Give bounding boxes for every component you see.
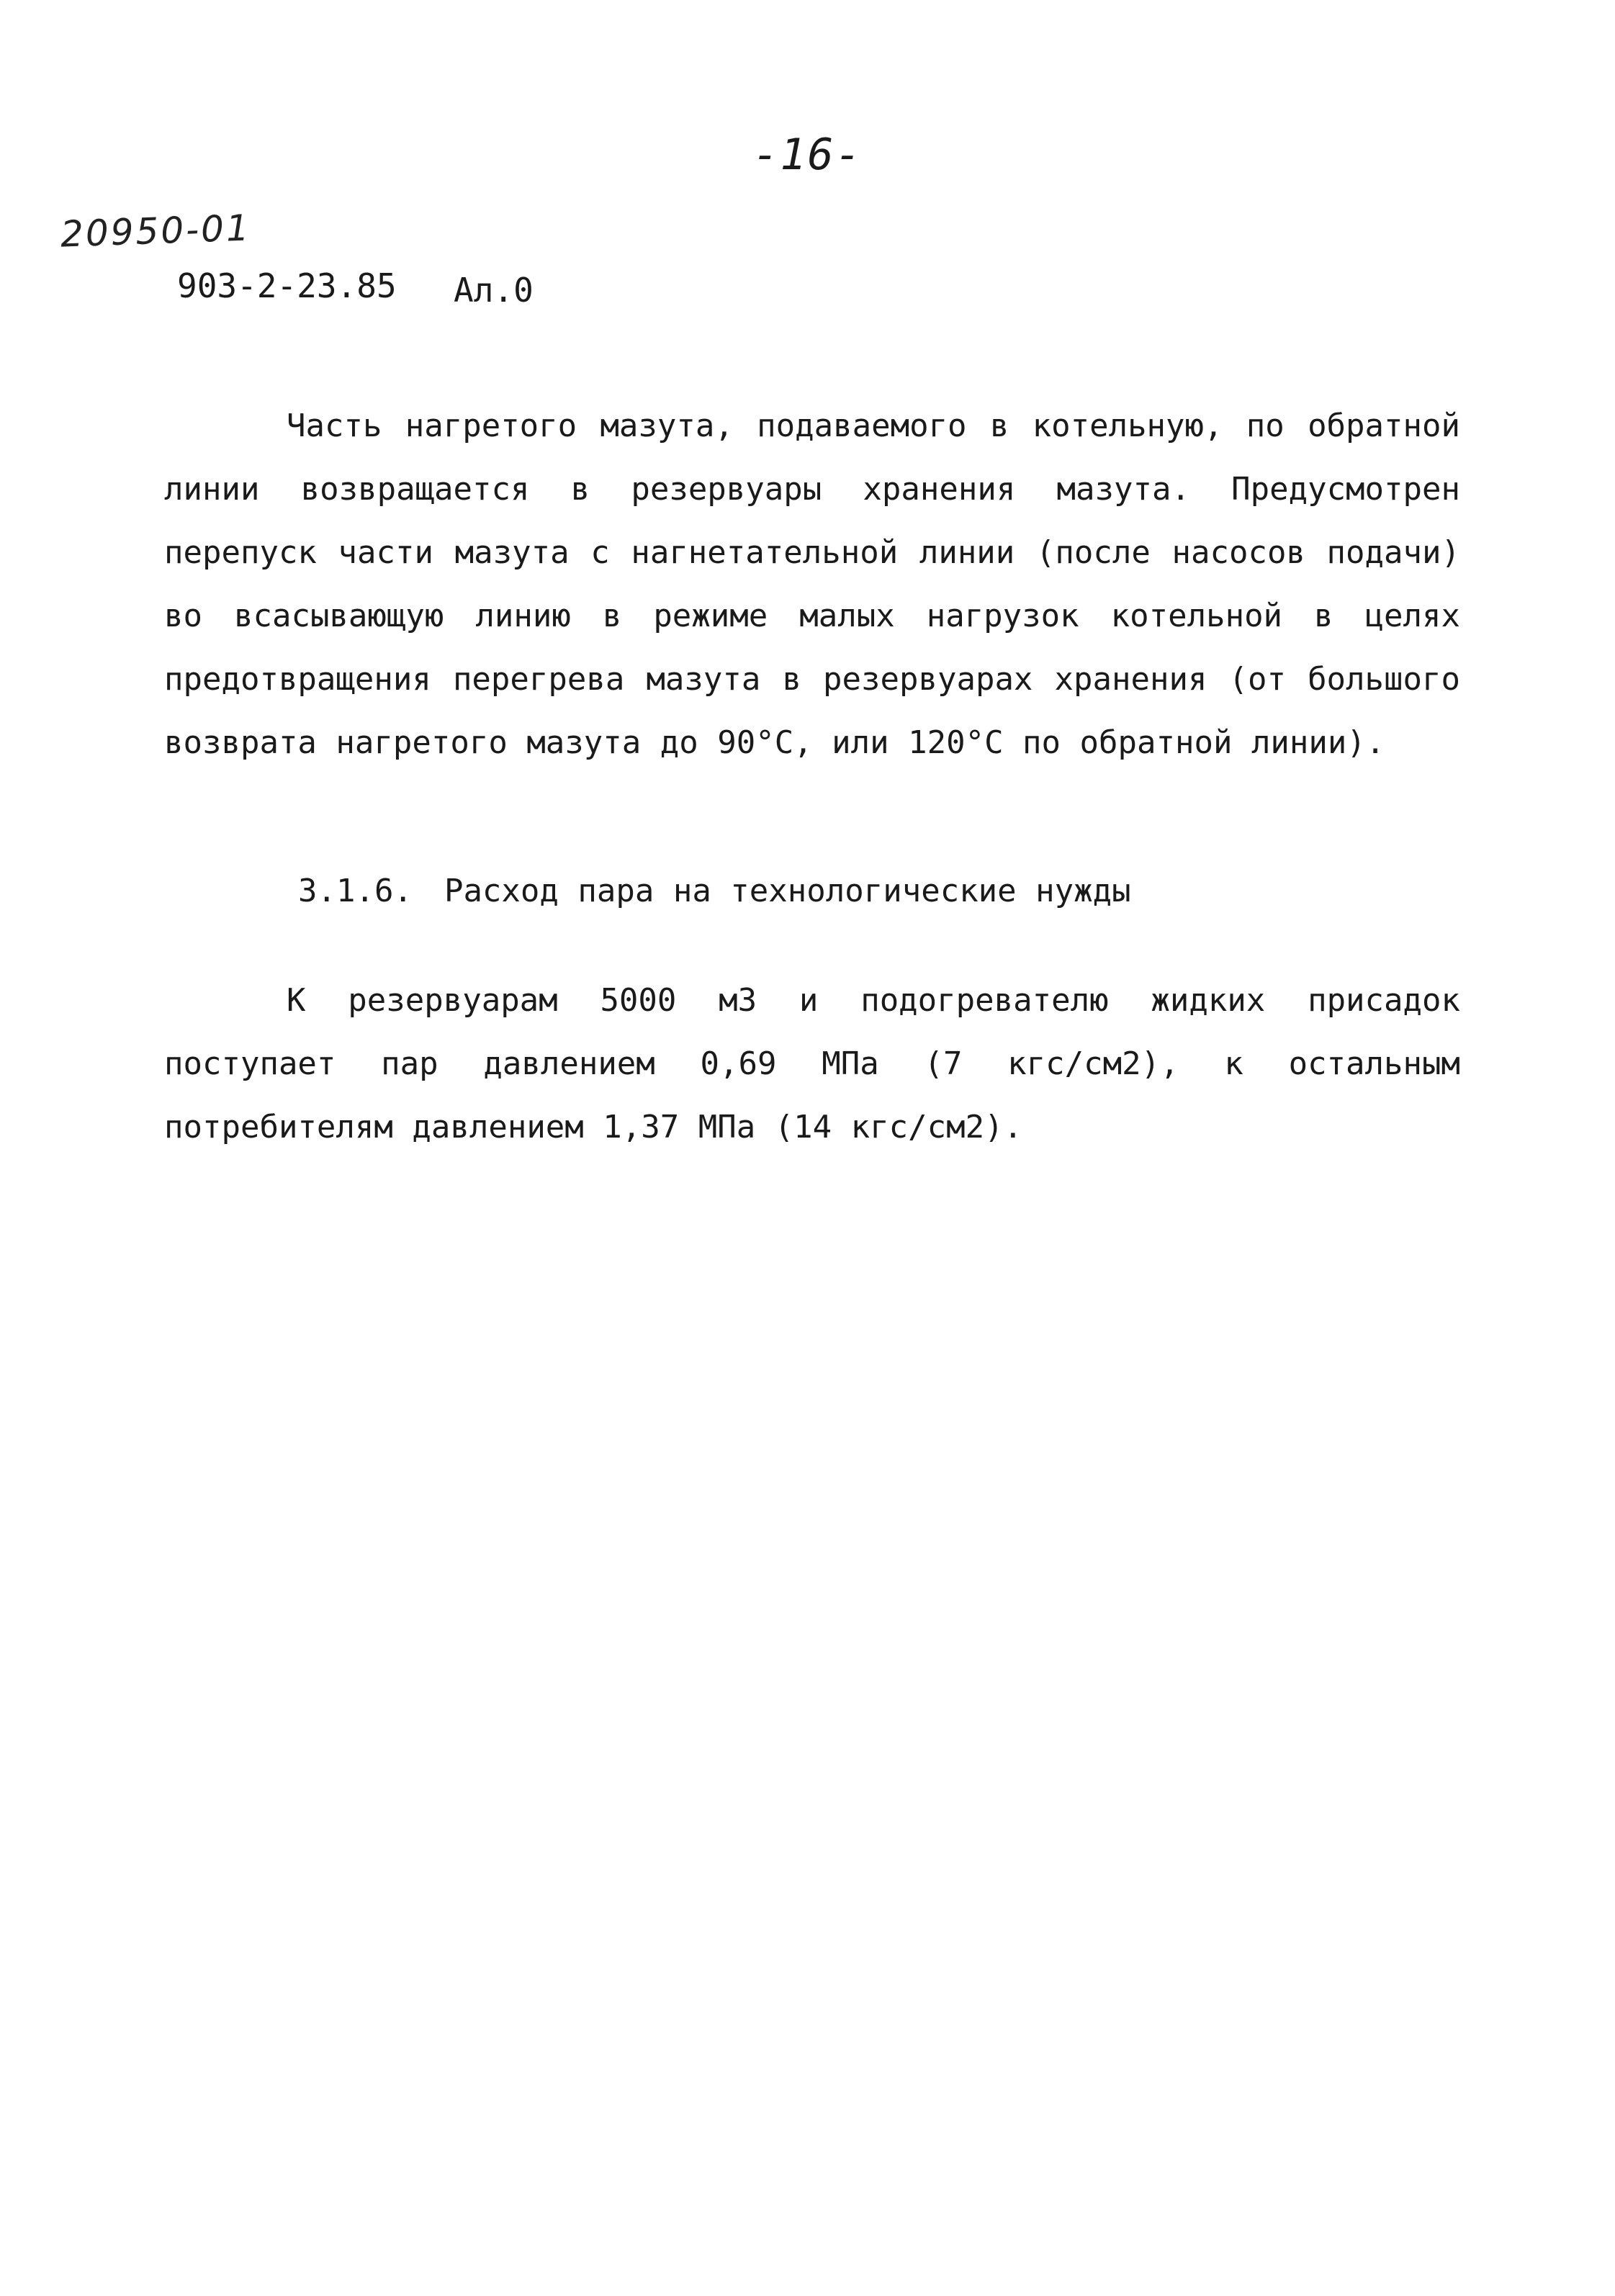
document-sheet-label: Ал.0 — [454, 271, 534, 310]
page-number: -16- — [752, 130, 863, 180]
document-designation: 903-2-23.85 — [177, 266, 397, 305]
section-number: 3.1.6. — [298, 873, 413, 909]
paragraph-fuel-oil-return: Часть нагретого мазута, подаваемого в котельную, по обратной линии возвращается в резервуары хранения мазута. Предусмотрен перепуск части мазута с нагнетательной линии (после насосов подачи) во всасывающую линию в режиме малых нагрузок котельной в целях предотвращения перегрева мазута в резервуарах хранения (от большого возврата нагретого мазута до 90°С, или 120°С по обратной линии). — [164, 408, 1460, 761]
section-title: Расход пара на технологические нужды — [444, 873, 1131, 909]
paragraph-steam-supply: К резервуарам 5000 м3 и подогревателю жидких присадок поступает пар давлением 0,69 МПа (7 кгс/см2), к остальным потребителям давлением 1,37 МПа (14 кгс/см2). — [164, 982, 1460, 1145]
handwritten-inventory-code: 20950-01 — [60, 207, 252, 256]
section-heading — [298, 873, 1131, 909]
